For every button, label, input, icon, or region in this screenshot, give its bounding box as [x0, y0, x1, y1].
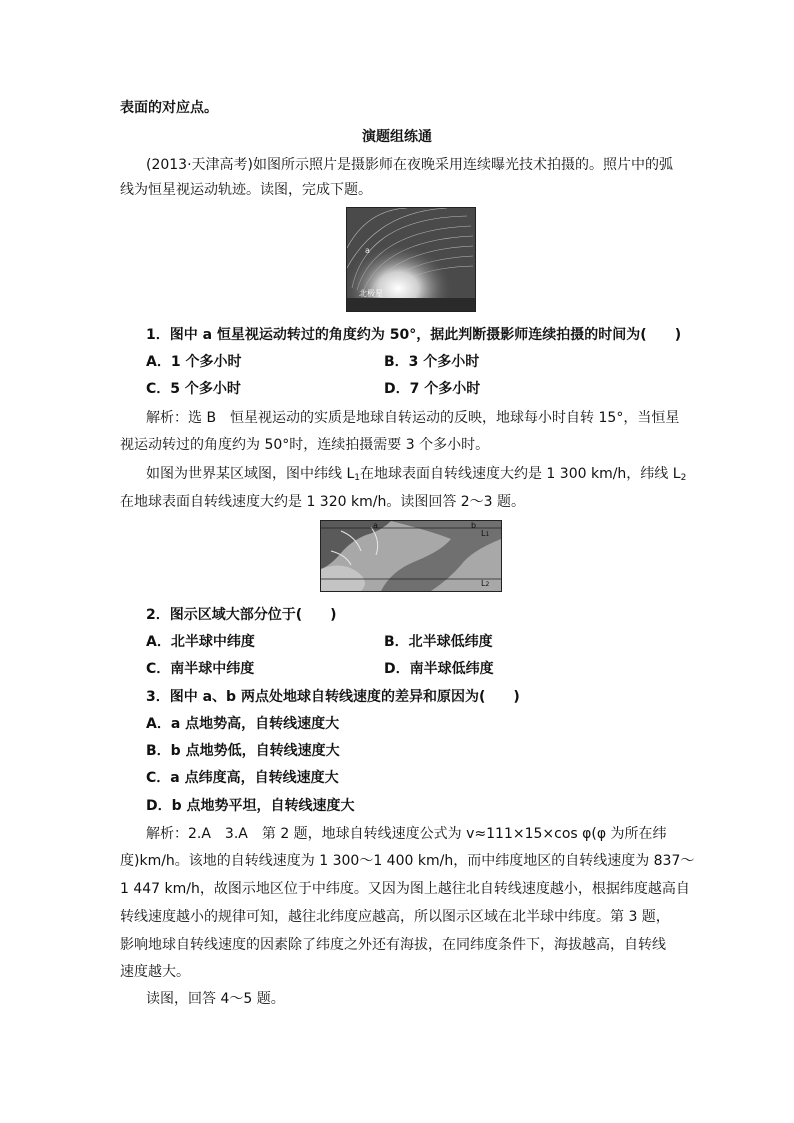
- q1-stem: 1．图中 a 恒星视运动转过的角度约为 50°，据此判断摄影师连续拍摄的时间为( ): [146, 327, 682, 343]
- q2-option-b: B．北半球低纬度: [384, 634, 493, 650]
- figure2-l1-letter: L: [481, 529, 486, 538]
- answer23-line-2: 度)km/h。该地的自转线速度为 1 300～1 400 km/h，而中纬度地区的自转线速度为 837～: [120, 853, 695, 869]
- figure2-l2-sub: 2: [485, 581, 490, 588]
- figure2-label-l2: [481, 579, 489, 589]
- q1-option-b: B．3 个多小时: [384, 354, 480, 370]
- intro2-line-1: [146, 465, 686, 487]
- intro2-sub-1: 1: [354, 473, 360, 483]
- answer23-line-5: 影响地球自转线速度的因素除了纬度之外还有海拔，在同纬度条件下，海拔越高，自转线: [120, 937, 666, 953]
- q2-option-d: D．南半球低纬度: [384, 661, 494, 677]
- figure1-label-pole: 北极星: [359, 289, 383, 298]
- q1-option-a: A．1 个多小时: [146, 354, 242, 370]
- q2-stem: 2．图示区域大部分位于( ): [146, 607, 337, 623]
- top-line: 表面的对应点。: [120, 100, 218, 116]
- section-title: 演题组练通: [362, 129, 432, 145]
- figure2-label-b: b: [471, 521, 477, 530]
- figure2-label-l1: [481, 529, 489, 539]
- figure2-l1-sub: 1: [485, 531, 490, 538]
- intro2-line-2: 在地球表面自转线速度大约是 1 320 km/h。读图回答 2～3 题。: [120, 494, 526, 510]
- q3-option-a: A．a 点地势高，自转线速度大: [146, 716, 340, 732]
- star-trail-photo: [346, 207, 476, 312]
- intro-source: (2013·天津高考): [146, 157, 254, 173]
- figure1-label-a: a: [365, 246, 370, 255]
- figure2-label-a: a: [373, 521, 378, 530]
- answer23-line-4: 转线速度越小的规律可知，越往北纬度应越高，所以图示区域在北半球中纬度。第 3 题，: [120, 909, 670, 925]
- q1-answer-line-1: 解析：选 B 恒星视运动的实质是地球自转运动的反映，地球每小时自转 15°，当恒星: [146, 410, 680, 426]
- intro-line-1: [146, 156, 673, 174]
- closing-line: 读图，回答 4～5 题。: [146, 991, 285, 1007]
- figure2-l2-letter: L: [481, 579, 486, 588]
- intro-line-2: 线为恒星视运动轨迹。读图，完成下题。: [120, 182, 372, 198]
- q3-stem: 3．图中 a、b 两点处地球自转线速度的差异和原因为( ): [146, 689, 520, 705]
- intro2-text-b: 在地球表面自转线速度大约是 1 300 km/h，纬线 L: [359, 466, 681, 482]
- intro-text: 如图所示照片是摄影师在夜晚采用连续曝光技术拍摄的。照片中的弧: [253, 157, 674, 173]
- q3-option-c: C．a 点纬度高，自转线速度大: [146, 770, 339, 786]
- intro2-sub-2: 2: [680, 473, 687, 483]
- q3-option-b: B．b 点地势低，自转线速度大: [146, 743, 340, 759]
- q1-option-d: D．7 个多小时: [384, 381, 481, 397]
- answer23-line-1: 解析：2.A 3.A 第 2 题，地球自转线速度公式为 v≈111×15×cos φ(φ 为所在纬: [146, 826, 667, 842]
- answer23-line-3: 1 447 km/h，故图示地区位于中纬度。又因为图上越往北自转线速度越小，根据纬度越高自: [120, 881, 690, 897]
- intro2-text-a: 如图为世界某区域图，图中纬线 L: [146, 466, 355, 482]
- q1-answer-line-2: 视运动转过的角度约为 50°时，连续拍摄需要 3 个多小时。: [120, 437, 490, 453]
- answer23-line-6: 速度越大。: [120, 964, 190, 980]
- q1-option-c: C．5 个多小时: [146, 381, 241, 397]
- q2-option-a: A．北半球中纬度: [146, 634, 255, 650]
- q3-option-d: D．b 点地势平坦，自转线速度大: [146, 798, 355, 814]
- q2-option-c: C．南半球中纬度: [146, 661, 255, 677]
- region-map: [320, 520, 502, 592]
